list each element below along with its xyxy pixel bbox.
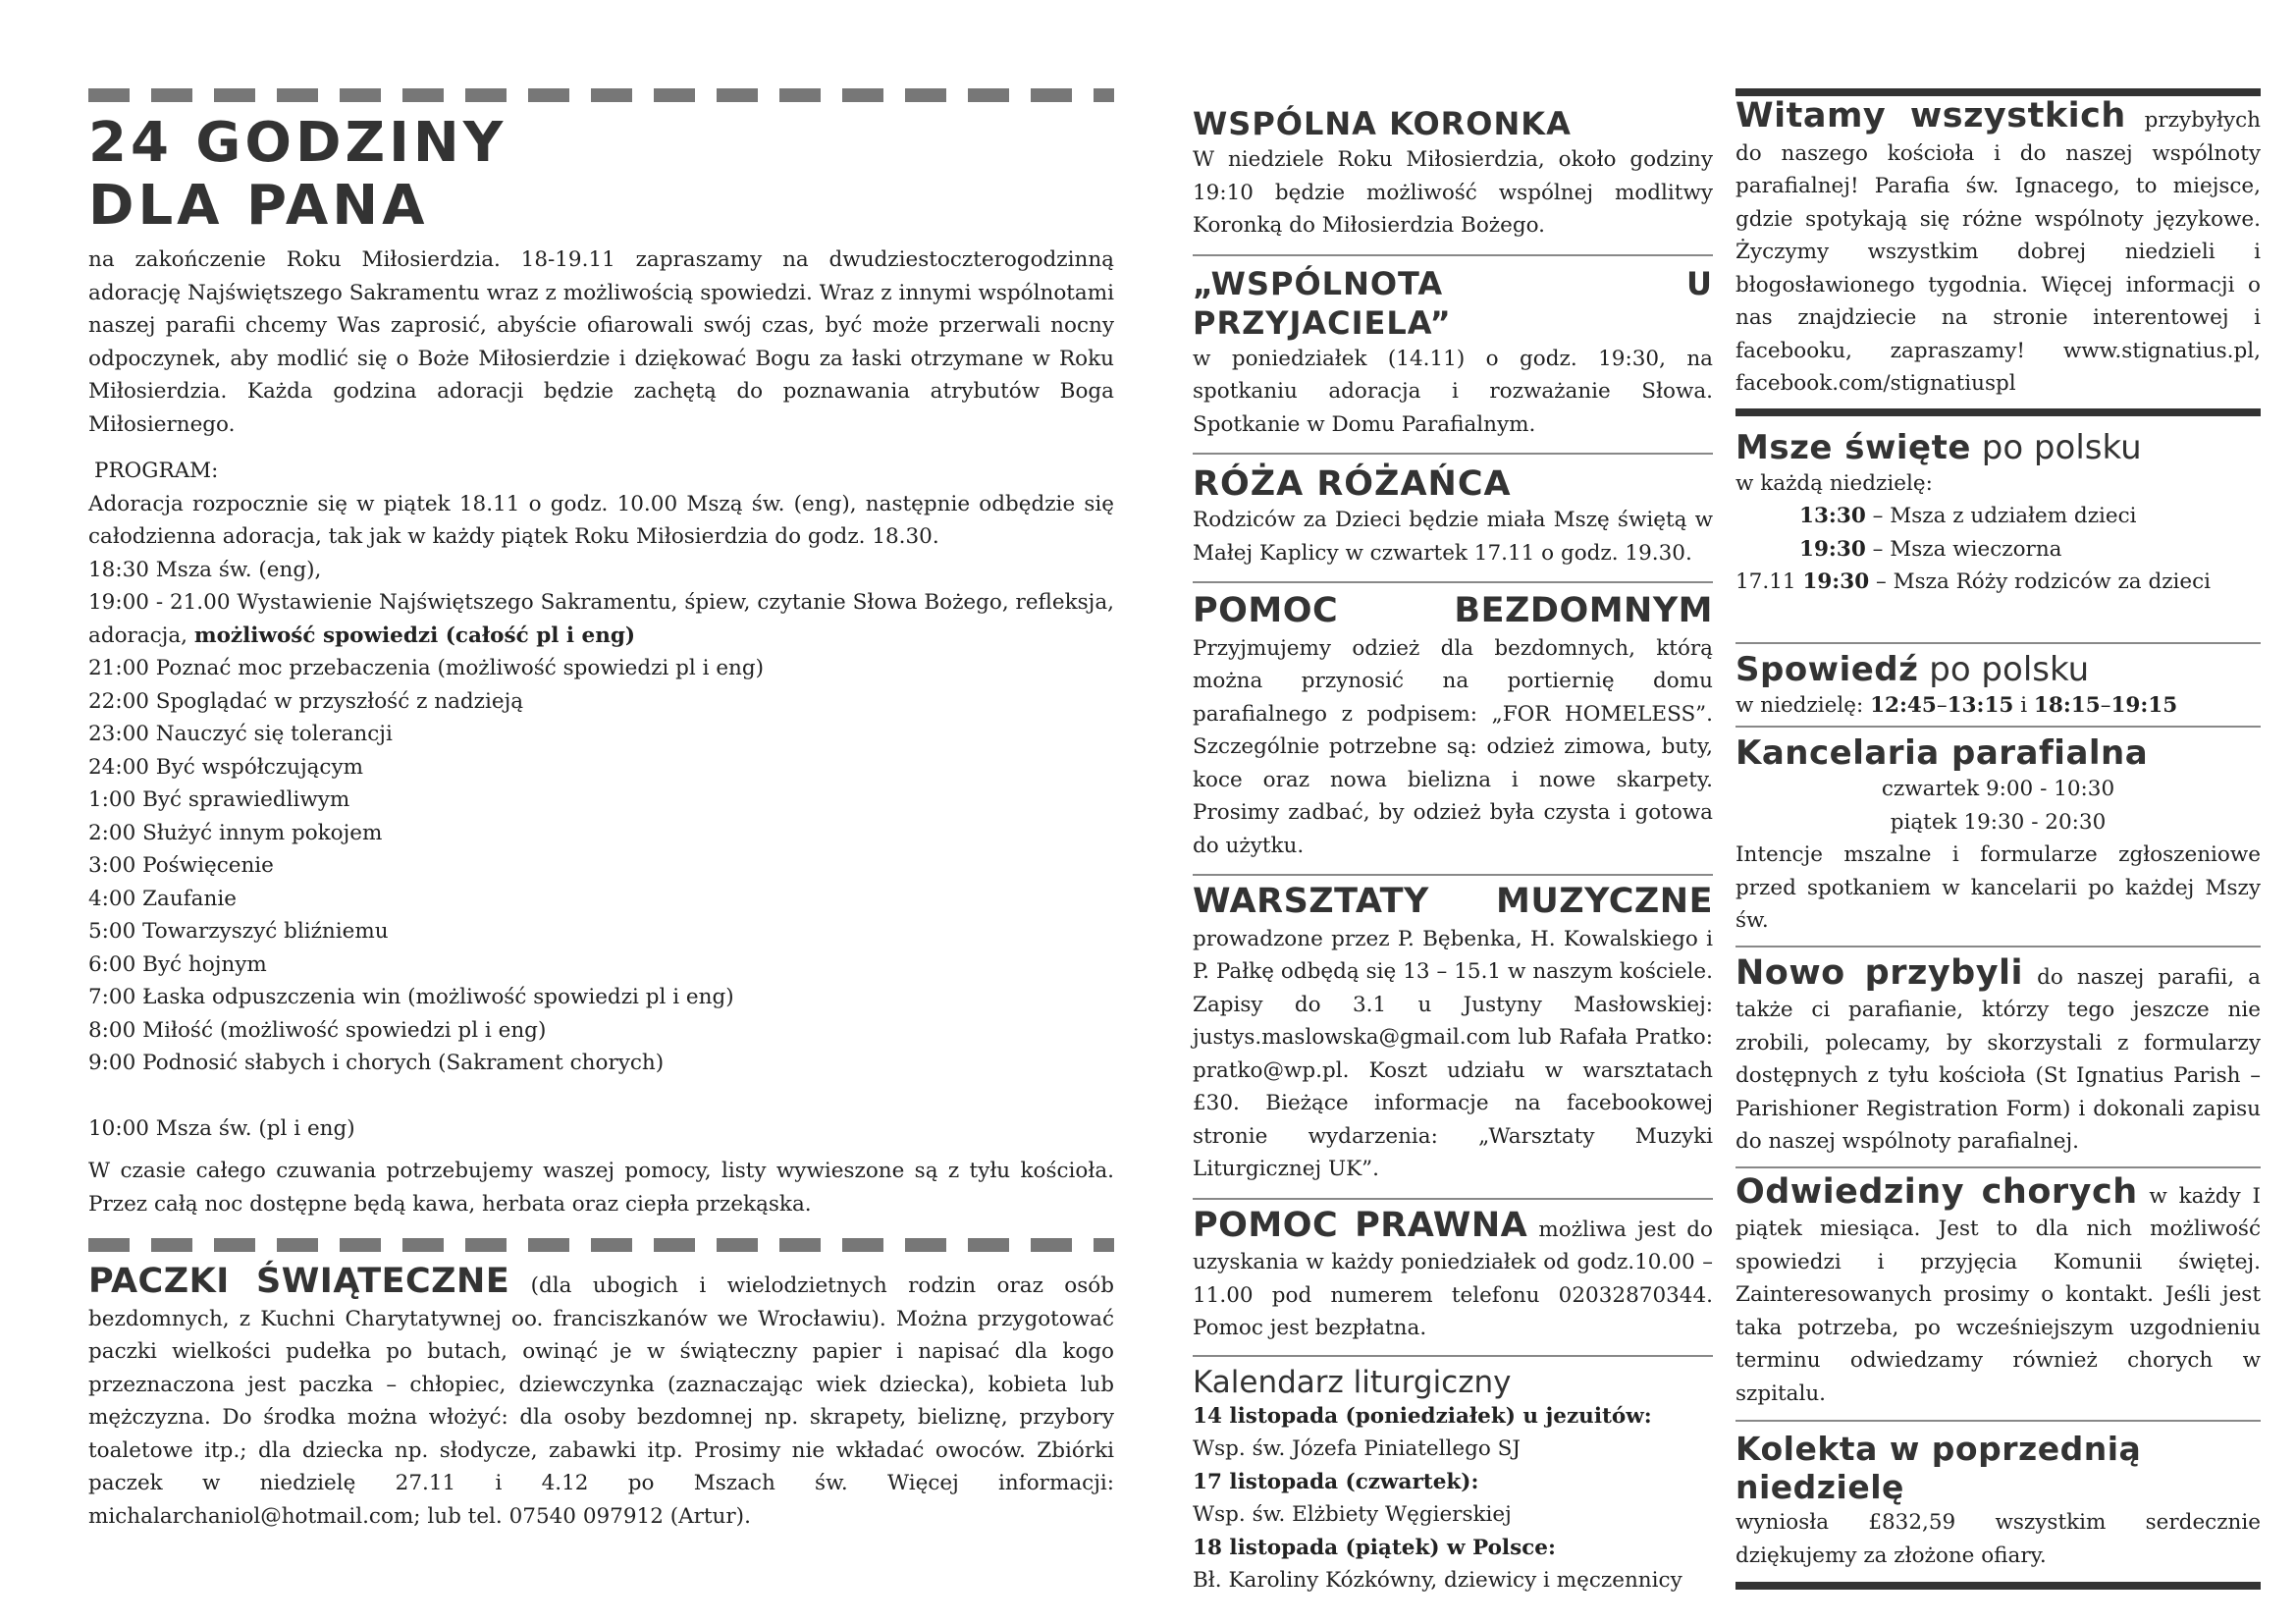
warsztaty-heading: WARSZTATY MUZYCZNE: [1193, 882, 1713, 921]
warsztaty-text: prowadzone przez P. Bębenka, H. Kowalskiego i P. Pałkę odbędą się 13 – 15.1 w naszym kościele. Zapisy do 3.1 u Justyny Masłowskiej: justys.maslowska@gmail.com lub Rafała Pratko: pratko@wp.pl. Koszt udziału w warsztatach £30. Bieżące informacje na facebookowej stronie wydarzenia: „Warsztaty Muzyki Liturgicznej UK”.: [1193, 926, 1713, 1181]
nowo-text: do naszej parafii, a także ci parafianie, którzy tego jeszcze nie zrobili, polecamy, by skorzystali z formularzy dostępnych z tyłu kościoła (St Ignatius Parish – Parishioner Registration Form) i dokonali zapisu do naszej wspólnoty parafialnej.: [1735, 964, 2261, 1154]
program-1830: 18:30 Msza św. (eng),: [88, 557, 322, 582]
msze-text: – Msza z udziałem dzieci: [1865, 504, 2137, 528]
msze-item: [1735, 533, 2261, 567]
program-hour: 5:00 Towarzyszyć bliźniemu: [88, 919, 389, 944]
paczki-heading: PACZKI ŚWIĄTECZNE: [88, 1262, 510, 1301]
odwiedziny-section: [1735, 1171, 2261, 1411]
kalendarz-date: 14 listopada (poniedziałek) u jezuitów:: [1193, 1403, 1652, 1429]
kalendarz-date: 17 listopada (czwartek):: [1193, 1469, 1479, 1494]
pomoc-prawna-section: [1193, 1205, 1713, 1345]
spowiedz-label: w niedzielę:: [1735, 692, 1871, 718]
msze-heading-light: po polsku: [1970, 427, 2142, 467]
spowiedz-sep: –: [1936, 692, 1948, 718]
program-1900-bold: możliwość spowiedzi (całość pl i eng): [193, 623, 636, 648]
odwiedziny-text: w każdy I piątek miesiąca. Jest to dla nich możliwość spowiedzi i przyjęcia Komunii świętej. Zainteresowanych prosimy o kontakt. Jeśli jest taka potrzeba, po wcześniejszym uzgodnieniu terminu odwiedzamy również chorych w szpitalu.: [1735, 1183, 2261, 1406]
kancelaria-hours: czwartek 9:00 - 10:30: [1881, 777, 2115, 801]
msze-heading-bold: Msze święte: [1735, 427, 1971, 467]
program-1900: [88, 586, 1114, 652]
program-hour: 4:00 Zaufanie: [88, 886, 237, 911]
witamy-section: [1735, 96, 2262, 401]
msze-extra-date: 17.11: [1735, 569, 1803, 594]
left-column: [88, 88, 1114, 1533]
msze-time: 13:30: [1799, 504, 1866, 528]
thick-divider: [1735, 88, 2261, 96]
kalendarz-text: Wsp. św. Elżbiety Węgierskiej: [1193, 1502, 1512, 1527]
pomoc-bezdomnym-section: [1193, 591, 1713, 862]
kalendarz-heading: Kalendarz liturgiczny: [1193, 1364, 1512, 1400]
main-title-line2: DLA PANA: [88, 174, 429, 238]
spowiedz-time: 18:15: [2033, 692, 2101, 718]
spowiedz-heading-bold: Spowiedź: [1735, 649, 1919, 689]
help-note: W czasie całego czuwania potrzebujemy waszej pomocy, listy wywieszone są z tyłu kościoła. Przez całą noc dostępne będą kawa, herbata oraz ciepła przekąska.: [88, 1159, 1114, 1217]
roza-text: Rodziców za Dzieci będzie miała Mszę świętą w Małej Kaplicy w czwartek 17.11 o godz. 19.30.: [1193, 508, 1713, 566]
program-hour: 8:00 Miłość (możliwość spowiedzi pl i eng): [88, 1017, 547, 1043]
program-hour: 2:00 Służyć innym pokojem: [88, 820, 383, 845]
msze-item: [1735, 500, 2261, 533]
kancelaria-heading: Kancelaria parafialna: [1735, 733, 2149, 773]
program-label: PROGRAM:: [94, 459, 219, 483]
program-hour: 7:00 Łaska odpuszczenia win (możliwość spowiedzi pl i eng): [88, 985, 734, 1009]
nowo-heading: Nowo przybyli: [1735, 952, 2024, 993]
msze-extra-time: 19:30: [1802, 569, 1870, 594]
wspolnota-heading: „WSPÓLNOTA U PRZYJACIELA”: [1193, 264, 1713, 342]
main-title: [88, 112, 1114, 238]
roza-heading: RÓŻA RÓŻAŃCA: [1193, 464, 1512, 504]
nowo-section: [1735, 952, 2261, 1159]
paczki-text: (dla ubogich i wielodzietnych rodzin oraz osób bezdomnych, z Kuchni Charytatywnej oo. franciszkanów we Wrocławiu). Można przygotować paczki wielkości pudełka po butach, owinąć je w świąteczny papier i napisać dla kogo przeznaczona jest paczka – chłopiec, dziewczynka (zaznaczając wiek dziecka), kobieta lub mężczyzna. Do środka można włożyć: dla osoby bezdomnej np. skrapety, bieliznę, przybory toaletowe itp.; dla dziecka np. słodycze, zabawki itp. Prosimy nie wkładać owoców. Zbiórki paczek w niedzielę 27.11 i 4.12 po Mszach św. Więcej informacji: michalarchaniol@hotmail.com; lub tel. 07540 097912 (Artur).: [88, 1273, 1114, 1529]
thick-divider: [1735, 408, 2261, 416]
right-column: [1735, 88, 2261, 1590]
program-hours-list: [88, 652, 1114, 1080]
program-intro: Adoracja rozpocznie się w piątek 18.11 o godz. 10.00 Mszą św. (eng), następnie odbędzie się całodzienna adoracja, tak jak w każdy piątek Roku Miłosierdzia do godz. 18.30.: [88, 491, 1114, 549]
program-1900-text: 19:00 - 21.00 Wystawienie Najświętszego Sakramentu, śpiew, czytanie Słowa Bożego, refleksja, adoracja,: [88, 590, 1114, 648]
warsztaty-section: [1193, 882, 1713, 1186]
program-1000: 10:00 Msza św. (pl i eng): [88, 1115, 355, 1141]
spowiedz-time: 12:45: [1870, 692, 1937, 718]
program-hour: 22:00 Spoglądać w przyszłość z nadzieją: [88, 688, 524, 714]
koronka-heading: WSPÓLNA KORONKA: [1193, 105, 1572, 142]
spowiedz-times: [1735, 689, 2261, 723]
witamy-heading: Witamy wszystkich: [1735, 96, 2126, 135]
msze-extra-text: – Msza Róży rodziców za dzieci: [1869, 569, 2212, 594]
kalendarz-text: Bł. Karoliny Kózkówny, dziewicy i męczennicy: [1193, 1568, 1682, 1593]
pomoc-bezdomnym-text: Przyjmujemy odzież dla bezdomnych, którą można przynosić na portiernię domu parafialnego z podpisem: „FOR HOMELESS”. Szczególnie potrzebne są: odzież zimowa, buty, koce oraz nowa bielizna i nowe skarpety. Prosimy zadbać, by odzież była czysta i gotowa do użytku.: [1193, 635, 1713, 858]
program-hour: 24:00 Być współczującym: [88, 754, 364, 780]
middle-column: [1193, 88, 1713, 1597]
program-hour: 1:00 Być sprawiedliwym: [88, 787, 350, 812]
pomoc-bezdomnym-heading: POMOC BEZDOMNYM: [1193, 591, 1713, 630]
odwiedziny-heading: Odwiedziny chorych: [1735, 1171, 2138, 1212]
paczki-section: [88, 1262, 1114, 1533]
pomoc-prawna-heading: POMOC PRAWNA: [1193, 1205, 1528, 1245]
kancelaria-text: Intencje mszalne i formularze zgłoszeniowe przed spotkaniem w kancelarii po każdej Mszy św.: [1735, 842, 2261, 933]
witamy-text: przybyłych do naszego kościoła i do naszej wspólnoty parafialnej! Parafia św. Ignacego, to miejsce, gdzie spotykają się różne wspólnoty językowe. Życzymy wszystkim dobrej niedzieli i błogosławionego tygodnia. Więcej informacji o nas znajdziecie na stronie interentowej i facebooku, zapraszamy! www.stignatius.pl, facebook.com/stignatiuspl: [1735, 108, 2262, 396]
koronka-text: W niedziele Roku Miłosierdzia, około godziny 19:10 będzie możliwość wspólnej modlitwy Koronką do Miłosierdzia Bożego.: [1193, 147, 1713, 238]
program-hour: 9:00 Podnosić słabych i chorych (Sakrament chorych): [88, 1051, 665, 1075]
msze-intro: w każdą niedzielę:: [1735, 470, 1933, 496]
program-hour: 3:00 Poświęcenie: [88, 853, 274, 878]
program-hour: 6:00 Być hojnym: [88, 951, 267, 977]
thick-divider: [1735, 1582, 2261, 1590]
main-title-line1: 24 GODZINY: [88, 111, 507, 175]
msze-text: – Msza wieczorna: [1865, 536, 2062, 562]
spowiedz-time: 13:15: [1947, 692, 2014, 718]
dashed-divider: [88, 1238, 1114, 1252]
spowiedz-time: 19:15: [2110, 692, 2178, 718]
program-hour: 23:00 Nauczyć się tolerancji: [88, 722, 393, 746]
spowiedz-heading-light: po polsku: [1918, 649, 2090, 689]
kalendarz-text: Wsp. św. Józefa Piniatellego SJ: [1193, 1436, 1521, 1461]
spowiedz-heading: [1735, 650, 2261, 689]
dashed-divider: [88, 88, 1114, 102]
kalendarz-list: [1193, 1400, 1713, 1597]
kalendarz-date: 18 listopada (piątek) w Polsce:: [1193, 1535, 1556, 1560]
msze-extra: [1735, 566, 2261, 599]
spowiedz-sep: –: [2100, 692, 2111, 718]
kancelaria-hours: piątek 19:30 - 20:30: [1890, 809, 2107, 835]
msze-time: 19:30: [1799, 536, 1866, 562]
pomoc-prawna-text: możliwa jest do uzyskania w każdy poniedziałek od godz.10.00 – 11.00 pod numerem telefonu 02032870344. Pomoc jest bezpłatna.: [1193, 1217, 1713, 1340]
program-hour: 21:00 Poznać moc przebaczenia (możliwość spowiedzi pl i eng): [88, 656, 765, 680]
spowiedz-and: i: [2013, 692, 2034, 718]
intro-paragraph: na zakończenie Roku Miłosierdzia. 18-19.11 zapraszamy na dwudziestoczterogodzinną adorację Najświętszego Sakramentu wraz z możliwością spowiedzi. Wraz z innymi wspólnotami naszej parafii chcemy Was zaprosić, abyście ofiarowali swój czas, być może przerwali nocny odpoczynek, aby modlić się o Boże Miłosierdzie i dziękować Bogu za łaski otrzymane w Roku Miłosierdzia. Każda godzina adoracji będzie zachętą do poznawania atrybutów Boga Miłosiernego.: [88, 247, 1114, 437]
msze-heading: [1735, 428, 2261, 467]
kolekta-heading: Kolekta w poprzednią niedzielę: [1735, 1430, 2142, 1506]
wspolnota-text: w poniedziałek (14.11) o godz. 19:30, na spotkaniu adoracja i rozważanie Słowa. Spotkanie w Domu Parafialnym.: [1193, 346, 1713, 437]
kolekta-text: wyniosła £832,59 wszystkim serdecznie dziękujemy za złożone ofiary.: [1735, 1510, 2261, 1568]
